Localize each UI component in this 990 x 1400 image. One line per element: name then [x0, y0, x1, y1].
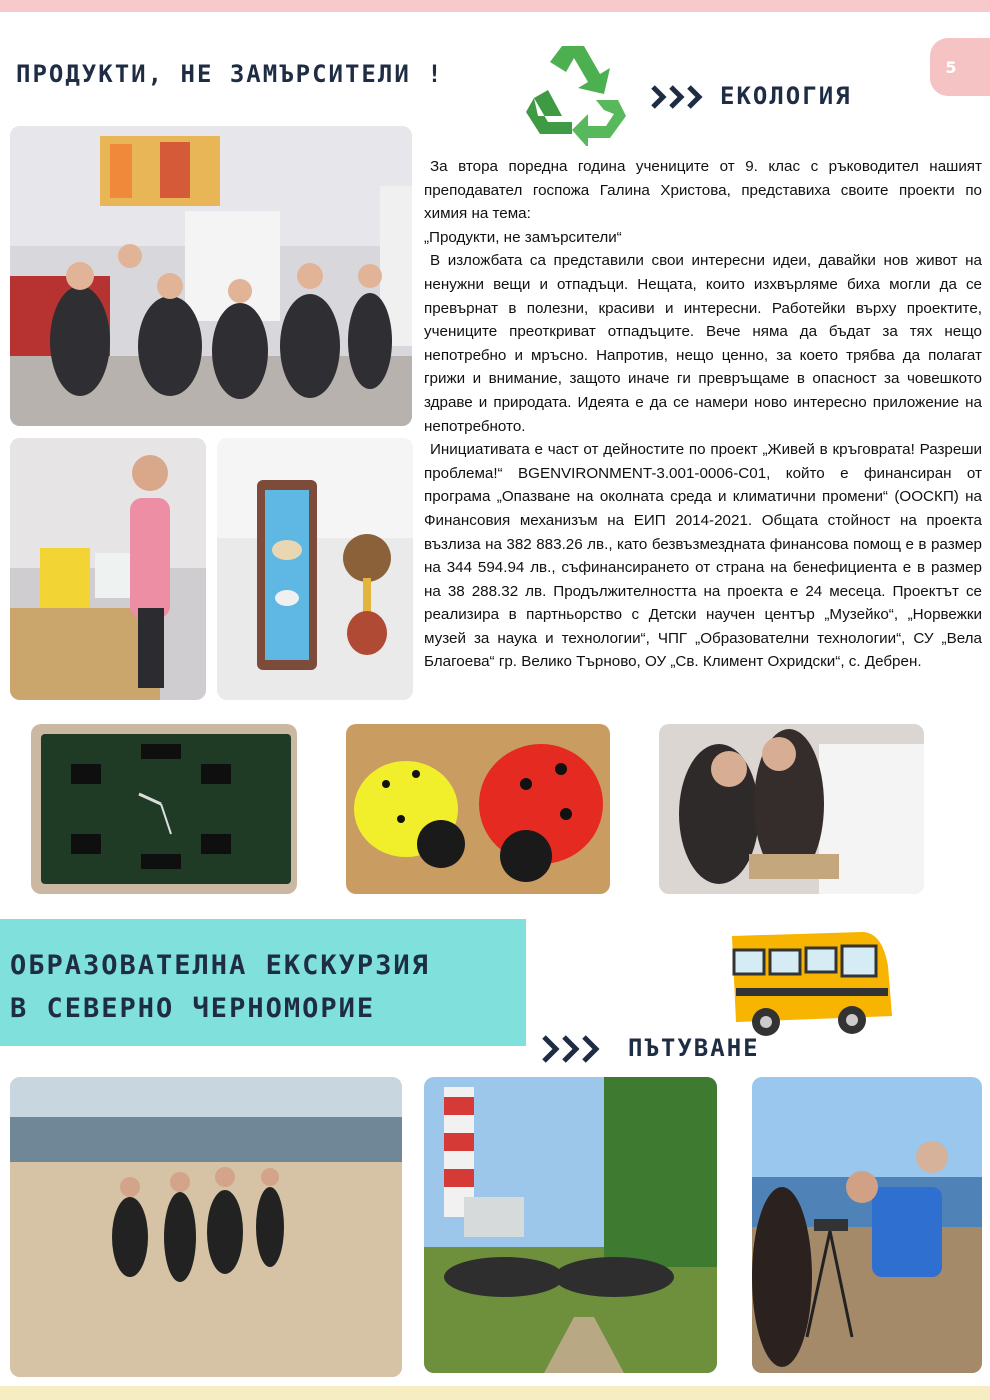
chevrons-icon	[650, 84, 706, 110]
ladybug-lamps-photo	[346, 724, 610, 894]
category-ecology: ЕКОЛОГИЯ	[720, 82, 852, 110]
circuit-clock-photo	[31, 724, 297, 894]
students-workshop-photo	[659, 724, 924, 894]
article-paragraph: В изложбата са представили свои интересни идеи, давайки нов живот на ненужни вещи и отпадъци. Нещата, които изхвърляме биха могли да се превърнат в полезни, красиви и интересни. Работейки върху проектите, учениците преоткриват отпадъците. Вече няма да бъдат за тях нещо непотребно и мръсно. Напротив, нещо ценно, за което трябва да полагат грижи и внимание, защото иначе ги превръщаме в опасност за човешкото здраве и природата. Идеята е да се намери ново интересно приложение на непотребното.	[424, 252, 982, 435]
section-title-line: ОБРАЗОВАТЕЛНА ЕКСКУРЗИЯ	[10, 950, 430, 981]
beach-group-photo	[10, 1077, 402, 1377]
category-travel: ПЪТУВАНЕ	[628, 1034, 760, 1062]
section-title-ecology: ПРОДУКТИ, НЕ ЗАМЪРСИТЕЛИ !	[16, 60, 444, 88]
recycle-icon	[514, 38, 634, 146]
section-title-line: В СЕВЕРНО ЧЕРНОМОРИЕ	[10, 993, 376, 1024]
telescope-photo	[752, 1077, 982, 1373]
section-title-trip	[10, 944, 430, 1030]
article-paragraph: „Продукти, не замърсители“	[424, 228, 622, 246]
article-paragraph: За втора поредна година учениците от 9. клас с ръководител нашият преподавател госпожа Галина Христова, представиха своите проекти по химия на тема:	[424, 158, 982, 223]
student-project-photo	[10, 438, 206, 700]
article-paragraph: Инициативата е част от дейностите по проект „Живей в кръговрата! Разреши проблема!“ BGENVIRONMENT-3.001-0006-C01, който е финансиран от програма „Опазване на околната среда и климатични промени“ (ООСКП) на Финансовия механизъм на ЕИП 2014-2021. Общата стойност на проекта възлиза на 382 883.26 лв., като безвъзмездната финансова помощ е в размер на 344 594.94 лв., съфинансирането от страна на бенефициента е в размер на 38 288.32 лв. Продължителността на проекта е 24 месеца. Проектът се реализира в партньорство с Детски научен център „Музейко“, „Норвежки музей за наука и технологии“, ЧПГ „Образователни технологии“, СУ „Вела Благоева“ гр. Велико Търново, ОУ „Св. Климент Охридски“, с. Дебрен.	[424, 441, 982, 671]
class-group-photo	[10, 126, 412, 426]
bus-icon	[722, 926, 898, 1042]
lighthouse-group-photo	[424, 1077, 717, 1373]
page-number-badge: 5	[930, 38, 990, 96]
chevrons-icon	[540, 1034, 606, 1064]
top-decor-bar	[0, 0, 990, 12]
recycled-art-photo	[217, 438, 413, 700]
article-ecology	[424, 155, 982, 674]
bottom-decor-bar	[0, 1386, 990, 1400]
